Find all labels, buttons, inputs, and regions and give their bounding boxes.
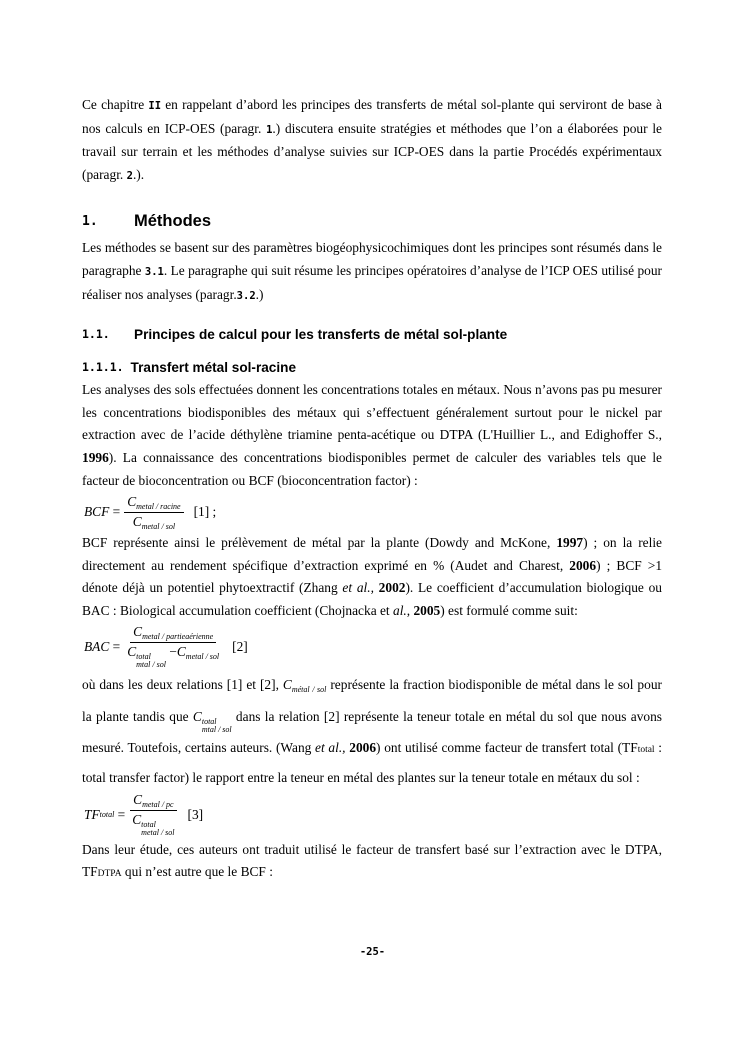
fraction: $C_{metal / pc}$ C total metal / sol [129,792,177,837]
soil-root-paragraph: Les analyses des sols effectuées donnent les concentrations totales en métaux. Nous n’avons pas pu mesurer les concentrations biodisponibles des métaux qui s’effectuent généralement surtout pour le nickel par extraction avec de l’acide déthylène triamine penta-acétique ou DTPA (L'Huillier L., and Edighoffer S., 1996). La connaissance des concentrations biodisponibles permet de calculer des variables tels que le facteur de bioconcentration ou BCF (bioconcentration factor) : [82,382,662,488]
section-ref: 2 [126,169,133,182]
section-ref: 3.1 [144,265,164,278]
fraction: $C_{metal / partieaérienne}$ C total mtal / sol $-C_{metal / sol}$ [127,624,220,669]
chapter-ref: II [148,100,162,112]
intro-paragraph: Ce chapitre II en rappelant d’abord les principes des transferts de métal sol-plante qui serviront de base à nos calculs en ICP-OES (paragr. 1.) discutera ensuite stratégies et méthodes que l’on a élaborées pour le travail sur terrain et les méthodes d’analyse suivies sur ICP-OES dans la partie Procédés expérimentaux (paragr. 2.). [82,97,662,182]
section-heading: 1. Méthodes [82,211,212,230]
dtpa-paragraph: Dans leur étude, ces auteurs ont traduit utilisé le facteur de transfert basé sur l’extraction avec le DTPA, TFDTPA qui n’est autre que le BCF : [82,841,662,880]
equation-bcf: BCF = $\frac{C_{metal / racine}}{C_{metal / sol}}$ [1] ; [84,493,217,531]
relations-paragraph: où dans les deux relations [1] et [2], $C_{métal / sol}$ représente la fraction biodisponible de métal dans le sol pour la plante tandis que C total mtal / sol dans la relation [2] représente la teneur totale en métal du sol que nous avons mesuré. Toutefois, certains auteurs. (Wang et al., 2006) ont utilisé comme facteur de transfert total (TFtotal : total transfer factor) le rapport entre la teneur en métal des plantes sur la teneur totale en métaux du sol : [82,676,663,785]
document-body [82,94,662,886]
equation-tf-total: TF total = $C_{metal / pc}$ C total metal / sol [3] [84,792,204,837]
bcf-paragraph: BCF représente ainsi le prélèvement de métal par la plante (Dowdy and McKone, 1997) ; on la relie directement au rendement spécifique d’extraction exprimé en % (Audet and Charest, 2006) ; BCF >1 dénote déjà un potentiel phytoextractif (Zhang et al., 2002). Le coefficient d’accumulation biologique ou BAC : Biological accumulation coefficient (Chojnacka et al., 2005) est formulé comme suit: [82,535,663,618]
subsubsection-heading: 1.1.1. Transfert métal sol-racine [82,359,297,375]
section-ref: 1 [266,123,273,136]
page-number: -25- [359,946,386,958]
methods-paragraph: Les méthodes se basent sur des paramètres biogéophysicochimiques dont les principes sont résumés dans le paragraphe 3.1. Le paragraphe qui suit résume les principes opératoires d’analyse de l’ICP OES utilisé pour réaliser nos analyses (paragr.3.2.) [82,240,662,302]
fraction: $\frac{C_{metal / racine}}{C_{metal / sol}}$ [124,494,183,531]
section-ref: 3.2 [236,289,256,302]
subsection-heading: 1.1. Principes de calcul pour les transferts de métal sol-plante [82,326,508,342]
equation-bac: BAC = $C_{metal / partieaérienne}$ C total mtal / sol $-C_{metal / sol}$ [2] [84,624,248,669]
